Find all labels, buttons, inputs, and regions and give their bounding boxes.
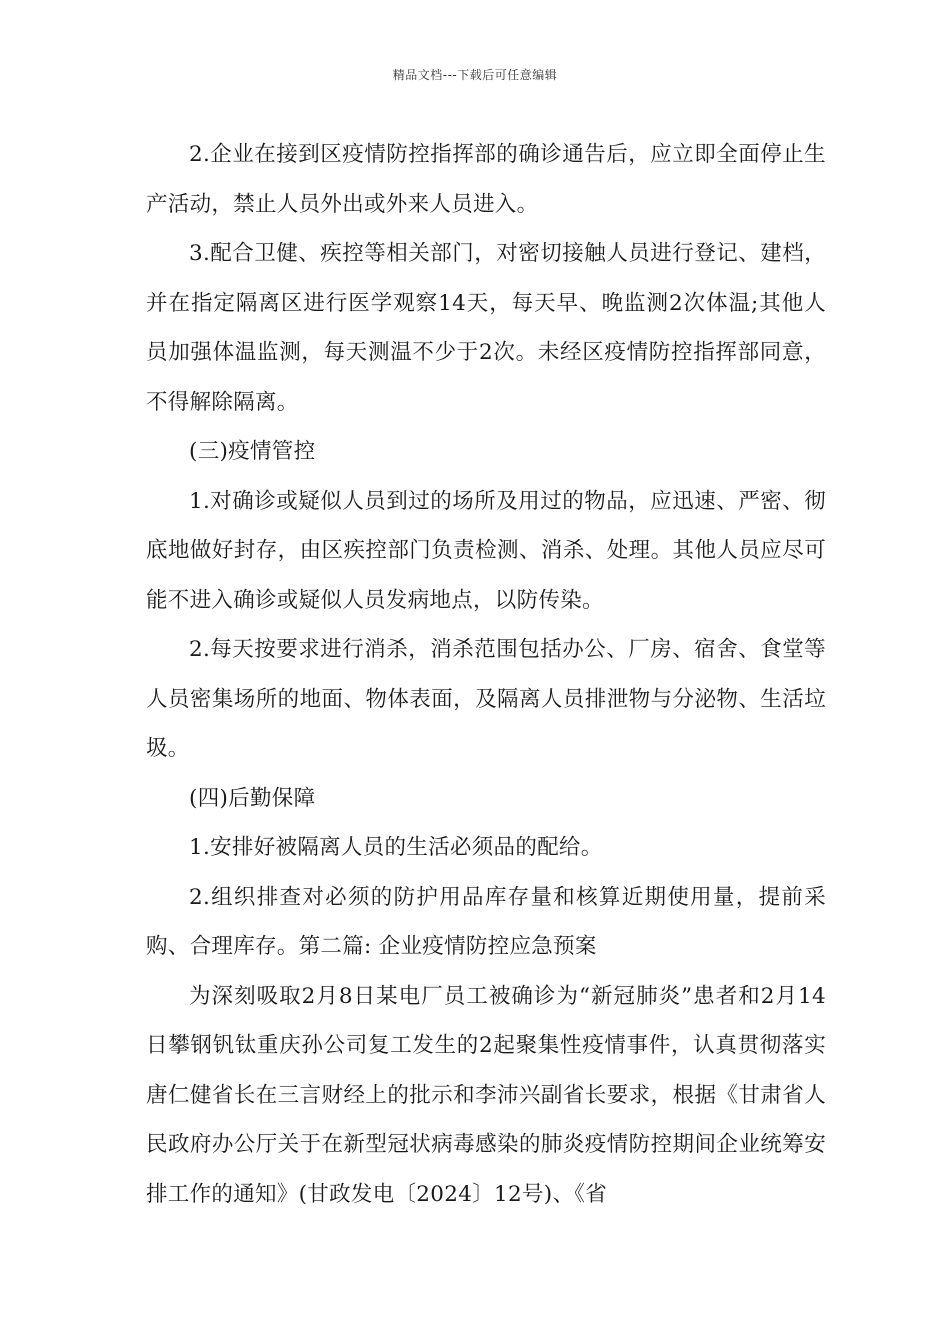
page-header: 精品文档---下载后可任意编辑: [392, 68, 558, 82]
document-body: [146, 130, 826, 1219]
paragraph-item-3: 3.配合卫健、疾控等相关部门，对密切接触人员进行登记、建档，并在指定隔离区进行医学观察14天，每天早、晚监测2次体温;其他人员加强体温监测，每天测温不少于2次。未经区疫情防控指挥部同意，不得解除隔离。: [146, 241, 826, 415]
section-heading-logistics: (四)后勤保障: [189, 785, 316, 811]
paragraph-logistics-item-1: 1.安排好被隔离人员的生活必须品的配给。: [189, 835, 603, 860]
paragraph-logistics-item-2: 2.组织排查对必须的防护用品库存量和核算近期使用量，提前采购、合理库存。第二篇: 企业疫情防控应急预案: [146, 884, 826, 959]
paragraph-second-article-intro: 为深刻吸取2月8日某电厂员工被确诊为“新冠肺炎”患者和2月14日攀钢钒钛重庆孙公司复工发生的2起聚集性疫情事件，认真贯彻落实唐仁健省长在三言财经上的批示和李沛兴副省长要求，根据《甘肃省人民政府办公厅关于在新型冠状病毒感染的肺炎疫情防控期间企业统筹安排工作的通知》(甘政发电〔2024〕12号)、《省: [146, 983, 826, 1207]
paragraph-control-item-2: 2.每天按要求进行消杀，消杀范围包括办公、厂房、宿舍、食堂等人员密集场所的地面、物体表面，及隔离人员排泄物与分泌物、生活垃圾。: [146, 637, 826, 761]
paragraph-control-item-1: 1.对确诊或疑似人员到过的场所及用过的物品，应迅速、严密、彻底地做好封存，由区疾控部门负责检测、消杀、处理。其他人员应尽可能不进入确诊或疑似人员发病地点，以防传染。: [146, 488, 826, 613]
paragraph-item-2: 2.企业在接到区疫情防控指挥部的确诊通告后，应立即全面停止生产活动，禁止人员外出或外来人员进入。: [146, 142, 826, 217]
section-heading-epidemic-control: (三)疫情管控: [189, 439, 316, 464]
